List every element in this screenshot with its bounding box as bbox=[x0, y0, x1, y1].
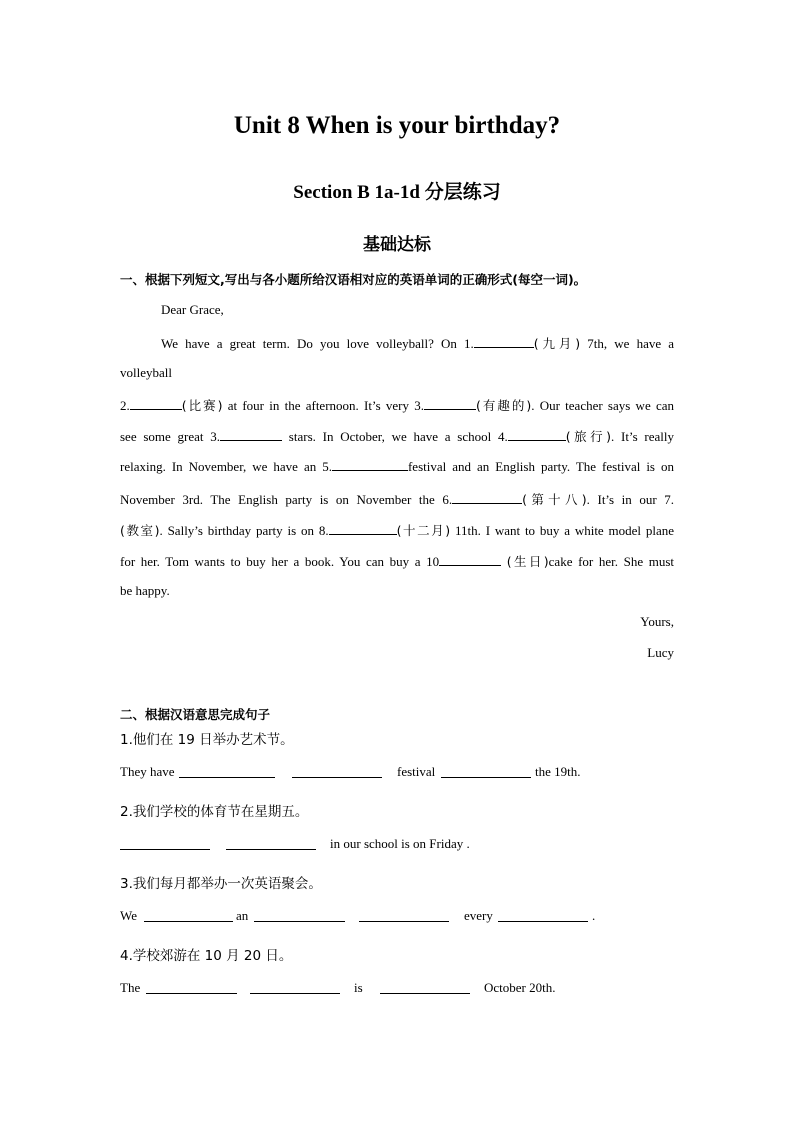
answer-3-word: an bbox=[236, 908, 249, 923]
answer-3-word: every bbox=[464, 908, 493, 923]
blank-6[interactable] bbox=[452, 491, 522, 504]
passage-line-5: November 3rd. The English party is on November the 6. (第十八). It’s in our 7. bbox=[120, 492, 674, 507]
part1-heading: 一、根据下列短文,写出与各小题所给汉语相对应的英语单词的正确形式(每空一词)。 bbox=[120, 272, 587, 287]
passage-line-4: relaxing. In November, we have an 5. festival and an English party. The festival is on bbox=[120, 459, 674, 474]
answer-4-blank-1[interactable] bbox=[146, 992, 237, 994]
answer-1-word: festival bbox=[397, 764, 436, 779]
blank-10[interactable] bbox=[439, 553, 501, 566]
answer-3-blank-2[interactable] bbox=[254, 920, 345, 922]
answer-4-word: The bbox=[120, 980, 141, 995]
passage-line-2: 2. (比赛) at four in the afternoon. It’s very 3. (有趣的). Our teacher says we can bbox=[120, 398, 675, 413]
blank-2[interactable] bbox=[130, 397, 182, 410]
letter-closing: Yours, bbox=[640, 614, 674, 629]
passage-line-1: We have a great term. Do you love volleyball? On 1. (九月) 7th, we have a bbox=[161, 336, 674, 351]
passage-line-7: for her. Tom wants to buy her a book. You can buy a 10 (生日)cake for her. She must bbox=[120, 554, 674, 569]
blank-3b[interactable] bbox=[220, 428, 282, 441]
answer-1-word: the 19th. bbox=[535, 764, 581, 779]
answer-1-blank-3[interactable] bbox=[441, 776, 531, 778]
question-1: 1.他们在 19 日举办艺术节。 bbox=[120, 732, 294, 748]
answer-1-blank-2[interactable] bbox=[292, 776, 382, 778]
level-heading: 基础达标 bbox=[363, 235, 431, 255]
blank-1[interactable] bbox=[474, 335, 534, 348]
passage-line-6: (教室). Sally’s birthday party is on 8. (十二月) 11th. I want to buy a white model plane bbox=[120, 523, 674, 538]
answer-2-word: in our school is on Friday . bbox=[330, 836, 470, 851]
question-3: 3.我们每月都举办一次英语聚会。 bbox=[120, 876, 322, 892]
answer-4-blank-3[interactable] bbox=[380, 992, 470, 994]
section-subtitle: Section B 1a-1d 分层练习 bbox=[293, 182, 501, 203]
letter-greeting: Dear Grace, bbox=[161, 302, 224, 317]
answer-4-blank-2[interactable] bbox=[250, 992, 340, 994]
part2-heading: 二、根据汉语意思完成句子 bbox=[120, 707, 271, 722]
blank-5[interactable] bbox=[332, 458, 408, 471]
answer-2-blank-1[interactable] bbox=[120, 848, 210, 850]
passage-line-3: see some great 3. stars. In October, we have a school 4. (旅行). It’s really bbox=[120, 429, 674, 444]
answer-2-blank-2[interactable] bbox=[226, 848, 316, 850]
blank-3[interactable] bbox=[424, 397, 476, 410]
question-2: 2.我们学校的体育节在星期五。 bbox=[120, 804, 309, 820]
answer-3-blank-3[interactable] bbox=[359, 920, 449, 922]
answer-3-word: We bbox=[120, 908, 137, 923]
passage-line-1b: volleyball bbox=[120, 365, 172, 380]
passage-line-8: be happy. bbox=[120, 583, 170, 598]
answer-3-blank-1[interactable] bbox=[144, 920, 233, 922]
blank-8[interactable] bbox=[329, 522, 397, 535]
answer-3-blank-4[interactable] bbox=[498, 920, 588, 922]
answer-1-word: They have bbox=[120, 764, 175, 779]
blank-4[interactable] bbox=[508, 428, 566, 441]
answer-4-word: is bbox=[354, 980, 363, 995]
answer-4-word: October 20th. bbox=[484, 980, 556, 995]
answer-3-word: . bbox=[592, 908, 596, 923]
answer-1-blank-1[interactable] bbox=[179, 776, 275, 778]
question-4: 4.学校郊游在 10 月 20 日。 bbox=[120, 948, 293, 964]
page-title: Unit 8 When is your birthday? bbox=[233, 112, 561, 139]
letter-signature: Lucy bbox=[647, 645, 674, 660]
